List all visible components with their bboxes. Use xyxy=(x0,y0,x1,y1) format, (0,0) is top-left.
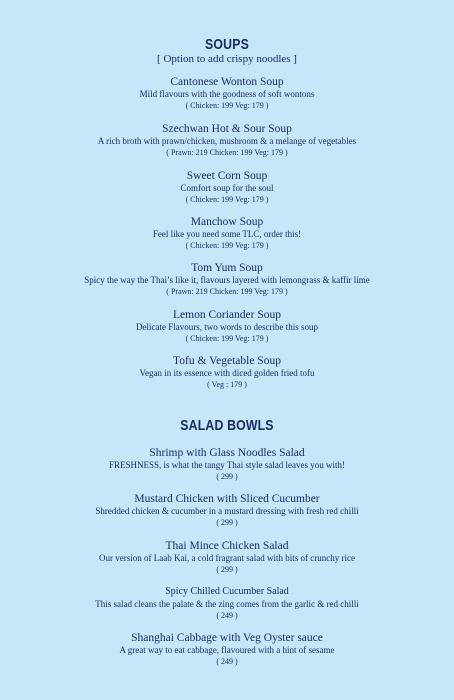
item-price: ( Prawn: 219 Chicken: 199 Veg: 179 ) xyxy=(166,148,288,157)
menu-item xyxy=(0,215,454,251)
item-name: Thai Mince Chicken Salad xyxy=(165,540,289,552)
menu-item xyxy=(0,492,454,528)
menu-item xyxy=(0,169,454,205)
item-name: Manchow Soup xyxy=(190,216,264,228)
item-price: ( Chicken: 199 Veg: 179 ) xyxy=(185,101,269,110)
item-price: ( Veg : 179 ) xyxy=(207,380,247,389)
item-name: Cantonese Wonton Soup xyxy=(170,76,284,88)
item-price: ( 299 ) xyxy=(216,518,238,527)
item-price: ( Chicken: 199 Veg: 179 ) xyxy=(185,195,269,204)
menu-item xyxy=(0,585,454,621)
item-name: Tofu & Vegetable Soup xyxy=(173,355,281,367)
soups-noodle-note: [ Option to add crispy noodles ] xyxy=(157,53,297,65)
salad-bowls-heading: SALAD BOWLS xyxy=(180,417,274,434)
item-name: Szechwan Hot & Sour Soup xyxy=(162,123,292,135)
menu-item xyxy=(0,308,454,344)
menu-item xyxy=(0,122,454,158)
item-name: Sweet Corn Soup xyxy=(186,170,268,182)
item-description: Our version of Laab Kai, a cold fragrant salad with bits of crunchy rice xyxy=(99,553,355,563)
item-price: ( 299 ) xyxy=(216,472,238,481)
item-name: Shrimp with Glass Noodles Salad xyxy=(149,447,305,459)
item-description: Delicate Flavours, two words to describe this soup xyxy=(136,322,318,332)
item-name: Shanghai Cabbage with Veg Oyster sauce xyxy=(131,632,323,644)
menu-item xyxy=(0,75,454,111)
item-price: ( Chicken: 199 Veg: 179 ) xyxy=(185,334,269,343)
item-name: Tom Yum Soup xyxy=(191,262,263,274)
menu-item xyxy=(0,354,454,390)
menu-item xyxy=(0,261,454,297)
menu-item xyxy=(0,539,454,575)
item-description: FRESHNESS, is what the tangy Thai style salad leaves you with! xyxy=(108,460,346,470)
item-description: Feel like you need some TLC, order this! xyxy=(152,229,302,239)
item-description: A great way to eat cabbage, flavoured with a hint of sesame xyxy=(119,645,335,655)
item-price: ( Chicken: 199 Veg: 179 ) xyxy=(185,241,269,250)
item-description: Vegan in its essence with diced golden fried tofu xyxy=(139,368,315,378)
item-description: Mild flavours with the goodness of soft wontons xyxy=(139,89,315,99)
item-name: Mustard Chicken with Sliced Cucumber xyxy=(134,493,320,505)
item-description: Spicy the way the Thai’s like it, flavours layered with lemongrass & kaffir lime xyxy=(84,275,370,285)
item-description: Comfort soup for the soul xyxy=(180,183,274,193)
item-price: ( 249 ) xyxy=(216,611,238,620)
item-price: ( Prawn: 219 Chicken: 199 Veg: 179 ) xyxy=(166,287,288,296)
item-description: This salad cleans the palate & the zing comes from the garlic & red chilli xyxy=(95,599,359,609)
menu-item xyxy=(0,631,454,667)
item-name: Lemon Coriander Soup xyxy=(173,309,281,321)
soups-heading: SOUPS xyxy=(205,36,249,53)
item-price: ( 249 ) xyxy=(216,657,238,666)
item-name: Spicy Chilled Cucumber Salad xyxy=(165,586,289,597)
item-description: A rich broth with prawn/chicken, mushroom & a melange of vegetables xyxy=(97,136,357,146)
menu-item xyxy=(0,446,454,482)
item-description: Shredded chicken & cucumber in a mustard dressing with fresh red chilli xyxy=(95,506,359,516)
item-price: ( 299 ) xyxy=(216,565,238,574)
